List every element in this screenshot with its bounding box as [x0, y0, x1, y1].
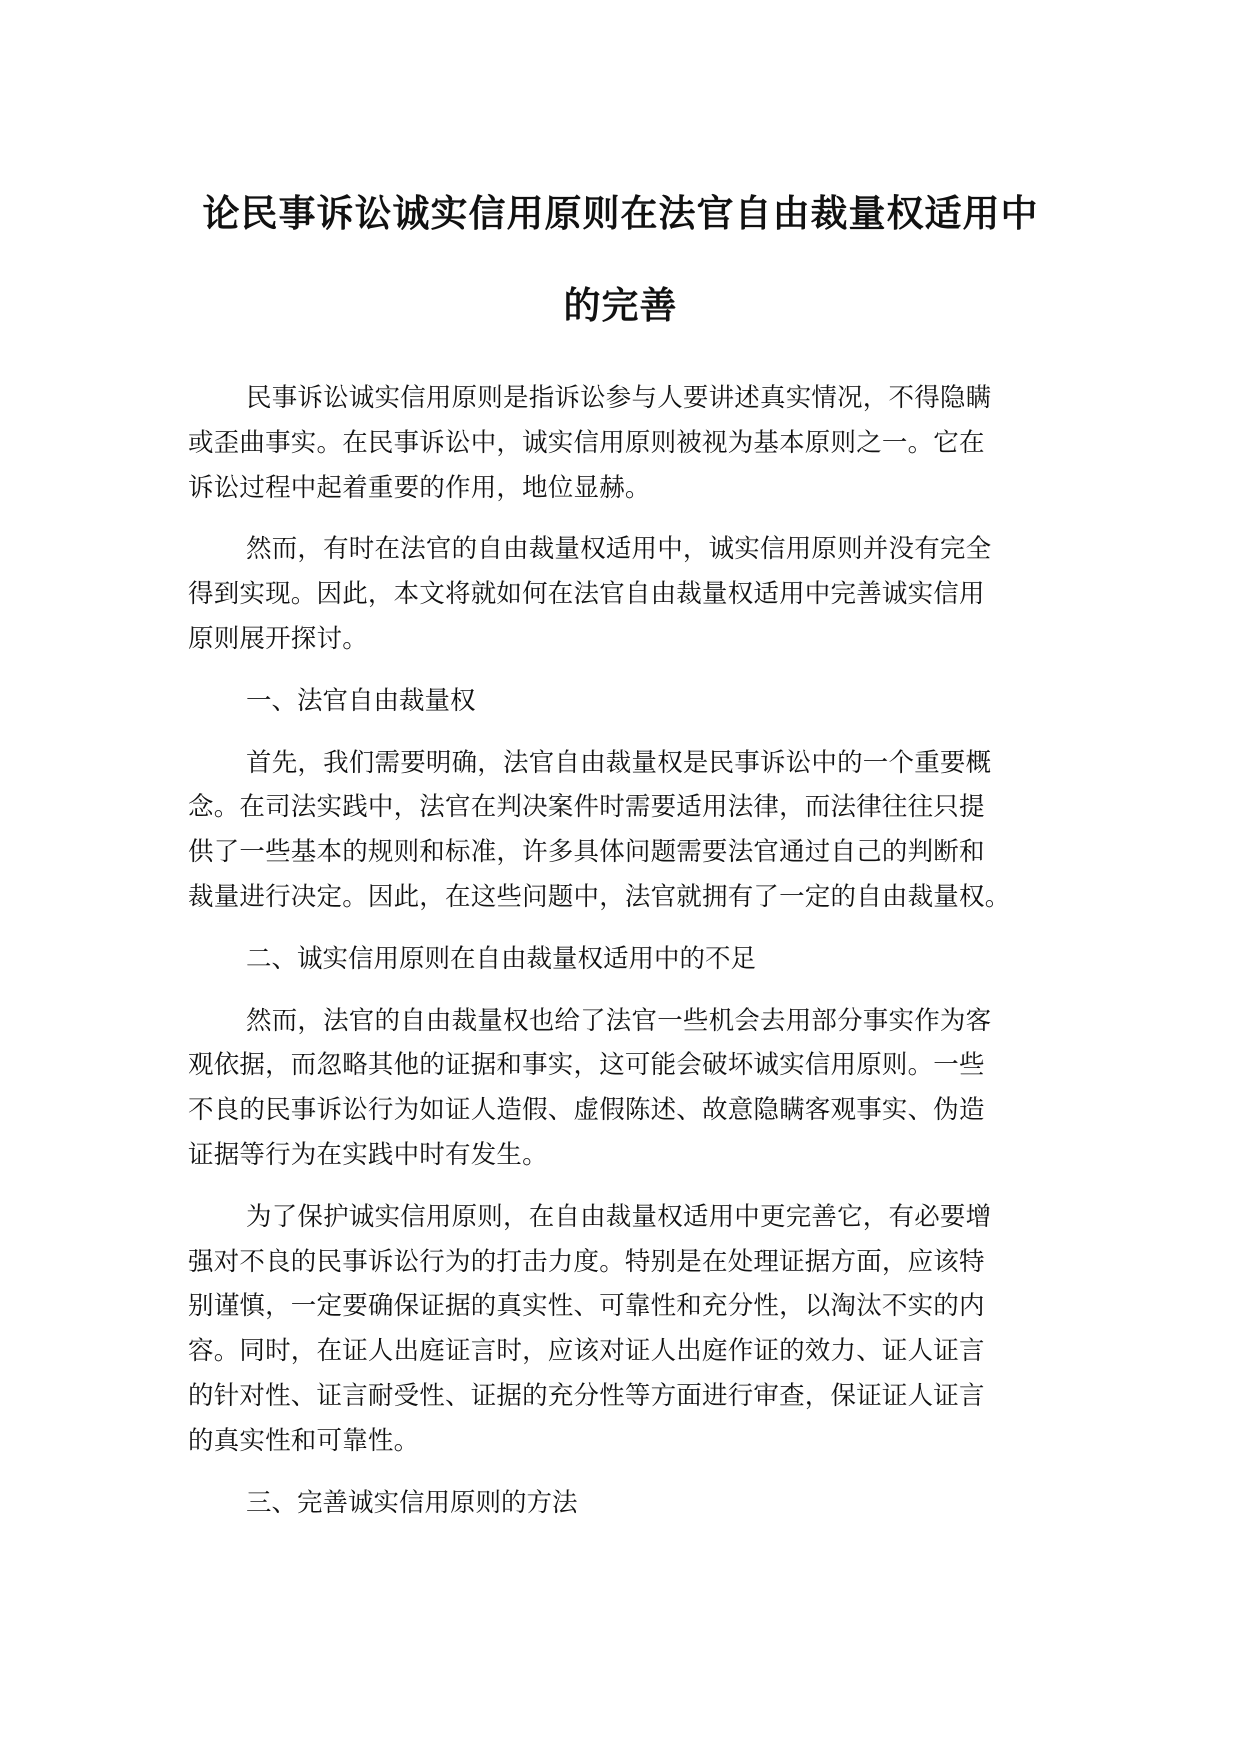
- section-heading-1: 一、法官自由裁量权: [246, 685, 476, 716]
- paragraph-section-2b: [188, 1195, 1068, 1464]
- text-line: 念。在司法实践中，法官在判决案件时需要适用法律，而法律往往只提: [188, 792, 985, 823]
- paragraph-section-1: [188, 741, 1068, 920]
- text-line: 别谨慎，一定要确保证据的真实性、可靠性和充分性，以淘汰不实的内: [188, 1291, 985, 1322]
- text-line: 然而，法官的自由裁量权也给了法官一些机会去用部分事实作为客: [246, 1005, 992, 1036]
- section-heading-3: 三、完善诚实信用原则的方法: [246, 1487, 578, 1518]
- title-line-2: 的完善: [563, 284, 678, 327]
- text-line: 强对不良的民事诉讼行为的打击力度。特别是在处理证据方面，应该特: [188, 1246, 985, 1277]
- section-heading-2: 二、诚实信用原则在自由裁量权适用中的不足: [246, 943, 757, 974]
- text-line: 得到实现。因此，本文将就如何在法官自由裁量权适用中完善诚实信用: [188, 579, 985, 610]
- title-line-1: 论民事诉讼诚实信用原则在法官自由裁量权适用中: [202, 192, 1039, 235]
- text-line: 的真实性和可靠性。: [188, 1425, 420, 1456]
- text-line: 证据等行为在实践中时有发生。: [188, 1139, 548, 1170]
- text-line: 诉讼过程中起着重要的作用，地位显赫。: [188, 472, 651, 503]
- text-line: 观依据，而忽略其他的证据和事实，这可能会破坏诚实信用原则。一些: [188, 1050, 985, 1081]
- text-line: 供了一些基本的规则和标准，许多具体问题需要法官通过自己的判断和: [188, 837, 985, 868]
- text-line: 或歪曲事实。在民事诉讼中，诚实信用原则被视为基本原则之一。它在: [188, 427, 985, 458]
- document-body: [188, 376, 1068, 1542]
- text-line: 为了保护诚实信用原则，在自由裁量权适用中更完善它，有必要增: [246, 1201, 992, 1232]
- text-line: 原则展开探讨。: [188, 623, 368, 654]
- text-line: 然而，有时在法官的自由裁量权适用中，诚实信用原则并没有完全: [246, 534, 992, 565]
- text-line: 裁量进行决定。因此，在这些问题中，法官就拥有了一定的自由裁量权。: [188, 881, 1011, 912]
- paragraph-section-2a: [188, 999, 1068, 1178]
- text-line: 不良的民事诉讼行为如证人造假、虚假陈述、故意隐瞒客观事实、伪造: [188, 1095, 985, 1126]
- text-line: 民事诉讼诚实信用原则是指诉讼参与人要讲述真实情况，不得隐瞒: [246, 383, 992, 413]
- paragraph-purpose: [188, 527, 1068, 661]
- text-line: 的针对性、证言耐受性、证据的充分性等方面进行审查，保证证人证言: [188, 1380, 985, 1411]
- text-line: 首先，我们需要明确，法官自由裁量权是民事诉讼中的一个重要概: [246, 747, 992, 778]
- text-line: 容。同时，在证人出庭证言时，应该对证人出庭作证的效力、证人证言: [188, 1336, 985, 1367]
- document-title: [150, 168, 1091, 352]
- paragraph-intro: [188, 376, 1068, 510]
